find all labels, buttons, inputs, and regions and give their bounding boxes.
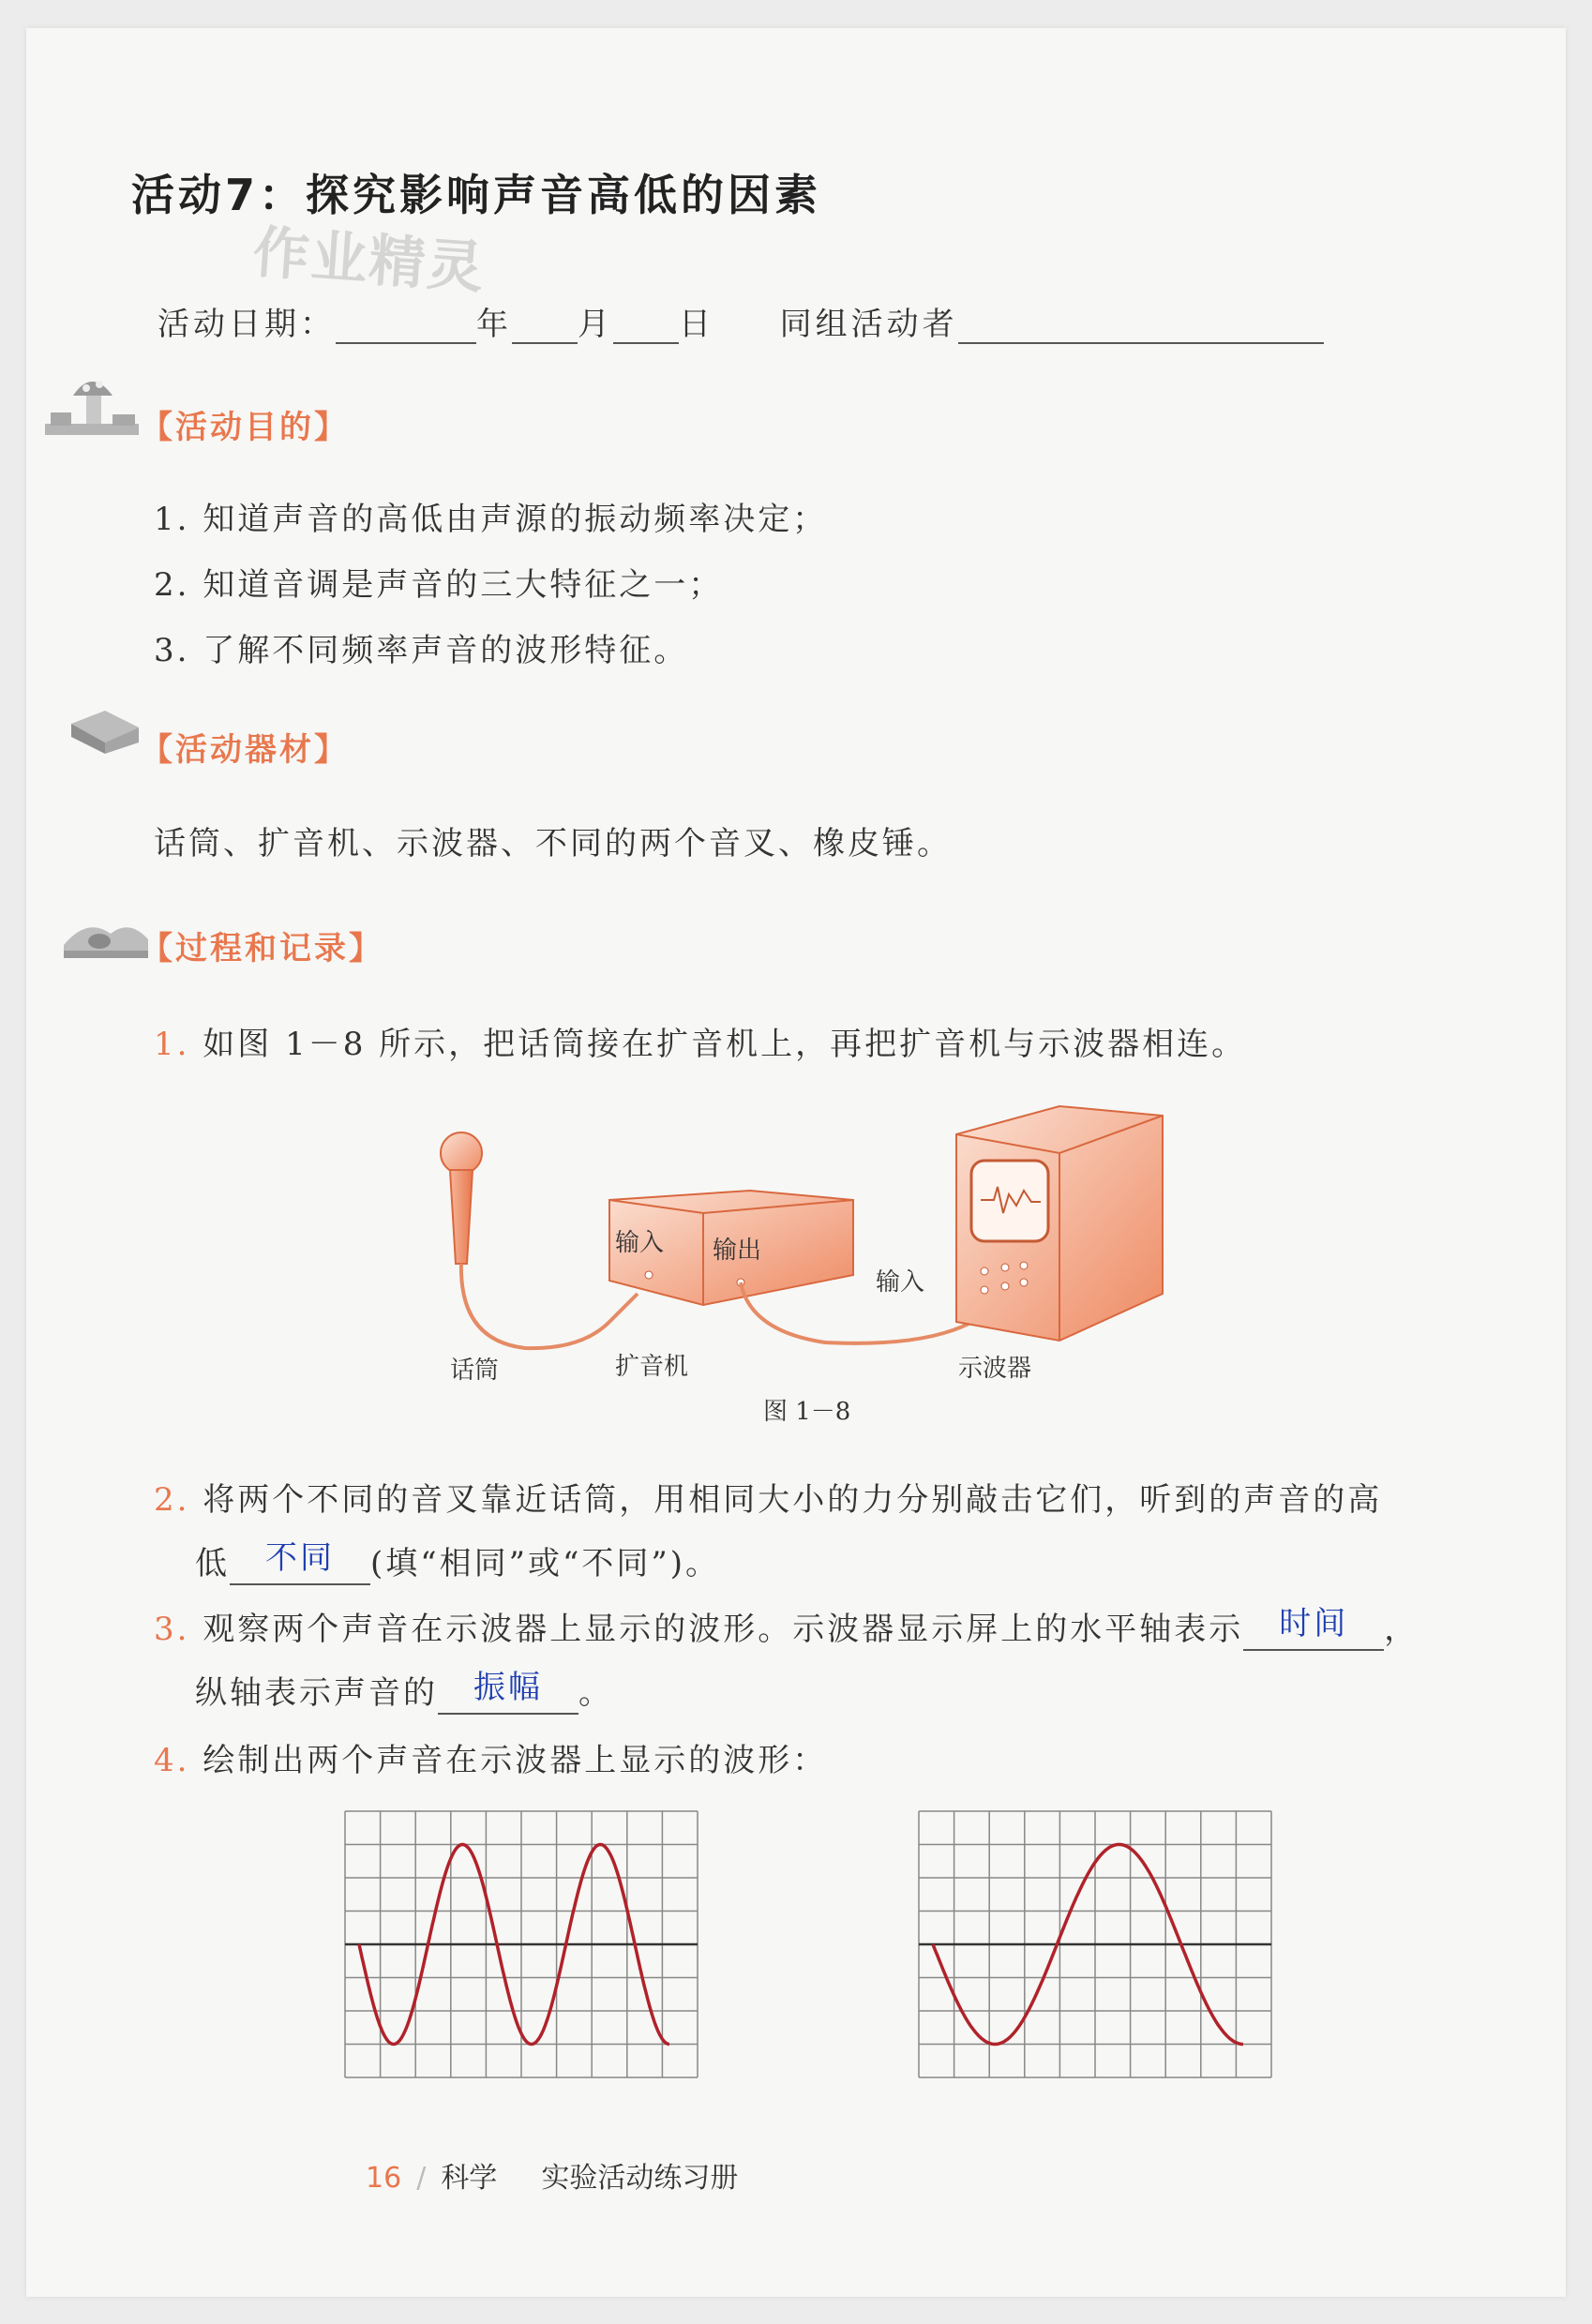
month-label: 月 bbox=[578, 306, 613, 343]
label-input-osc: 输入 bbox=[876, 1268, 925, 1297]
step-1-text: 如图 1－8 所示，把话筒接在扩音机上，再把扩音机与示波器相连。 bbox=[203, 1026, 1247, 1063]
step-2-line-1 bbox=[154, 1474, 1382, 1520]
footer-subject: 科学 bbox=[441, 2162, 498, 2195]
step-2-number: 2. bbox=[154, 1481, 190, 1519]
step-3-text-b: 纵轴表示声音的 bbox=[195, 1674, 438, 1712]
step-3-answer-2-field[interactable] bbox=[438, 1667, 578, 1715]
microphone-drawing bbox=[441, 1132, 638, 1348]
step-2-text-a: 将两个不同的音叉靠近话筒，用相同大小的力分别敲击它们，听到的声音的高 bbox=[203, 1481, 1383, 1519]
label-input-amp: 输入 bbox=[615, 1229, 665, 1257]
section-process-heading: 【过程和记录】 bbox=[141, 930, 383, 967]
materials-text: 话筒、扩音机、示波器、不同的两个音叉、橡皮锤。 bbox=[154, 825, 952, 862]
day-label: 日 bbox=[679, 306, 714, 343]
waveform-grid-high-pitch bbox=[343, 1809, 699, 2079]
step-3-end: 。 bbox=[578, 1674, 613, 1712]
step-3-comma: ， bbox=[1384, 1611, 1419, 1648]
group-blank[interactable] bbox=[958, 314, 1324, 344]
month-blank[interactable] bbox=[512, 314, 578, 344]
oscilloscope-drawing bbox=[956, 1106, 1163, 1341]
section-purpose-heading: 【活动目的】 bbox=[141, 409, 349, 446]
watermark-logo: 作业精灵 bbox=[250, 219, 488, 302]
step-4-text: 绘制出两个声音在示波器上显示的波形： bbox=[203, 1742, 828, 1779]
step-2-answer-field[interactable] bbox=[230, 1537, 370, 1585]
step-3-text-a: 观察两个声音在示波器上显示的波形。示波器显示屏上的水平轴表示 bbox=[203, 1611, 1244, 1648]
step-4-number: 4. bbox=[154, 1742, 190, 1779]
step-2-text-c: (填“相同”或“不同”)。 bbox=[370, 1545, 721, 1582]
mushroom-icon bbox=[45, 367, 144, 442]
step-3-number: 3. bbox=[154, 1611, 190, 1648]
step-1-number: 1. bbox=[154, 1026, 190, 1063]
step-1 bbox=[154, 1018, 1246, 1064]
waveform-grid-low-pitch bbox=[917, 1809, 1273, 2079]
step-2-answer: 不同 bbox=[265, 1539, 335, 1577]
step-3-line-1 bbox=[154, 1603, 1419, 1651]
section-materials-heading: 【活动器材】 bbox=[141, 731, 349, 769]
label-oscilloscope: 示波器 bbox=[958, 1355, 1032, 1383]
date-label: 活动日期： bbox=[158, 306, 336, 343]
step-3-line-2 bbox=[195, 1667, 613, 1715]
label-amplifier: 扩音机 bbox=[615, 1353, 689, 1381]
group-label: 同组活动者 bbox=[779, 306, 958, 343]
landscape-icon bbox=[64, 907, 148, 964]
apparatus-figure bbox=[413, 1097, 1181, 1425]
day-blank[interactable] bbox=[613, 314, 679, 344]
label-output-amp: 输出 bbox=[713, 1237, 762, 1265]
page-number: 16 bbox=[366, 2162, 402, 2195]
step-4 bbox=[154, 1734, 827, 1780]
purpose-item-3: 3. 了解不同频率声音的波形特征。 bbox=[154, 632, 689, 669]
year-label: 年 bbox=[476, 306, 512, 343]
purpose-item-1: 1. 知道声音的高低由声源的振动频率决定； bbox=[154, 501, 828, 538]
figure-caption: 图 1－8 bbox=[763, 1398, 851, 1425]
year-blank[interactable] bbox=[336, 314, 476, 344]
arrow-box-icon bbox=[68, 705, 143, 759]
step-3-answer-1-field[interactable] bbox=[1243, 1603, 1384, 1651]
page-title: 活动7：探究影响声音高低的因素 bbox=[131, 170, 822, 220]
step-2-text-b: 低 bbox=[195, 1545, 230, 1582]
step-3-answer-1: 时间 bbox=[1279, 1605, 1349, 1642]
footer-book-title: 实验活动练习册 bbox=[541, 2162, 739, 2195]
amplifier-drawing bbox=[609, 1191, 984, 1343]
label-microphone: 话筒 bbox=[450, 1357, 500, 1385]
step-2-line-2 bbox=[195, 1537, 720, 1585]
date-row bbox=[158, 298, 1324, 344]
purpose-item-2: 2. 知道音调是声音的三大特征之一； bbox=[154, 566, 724, 604]
page-footer: 16 / 科学 实验活动练习册 bbox=[366, 2162, 739, 2195]
step-3-answer-2: 振幅 bbox=[473, 1669, 543, 1706]
